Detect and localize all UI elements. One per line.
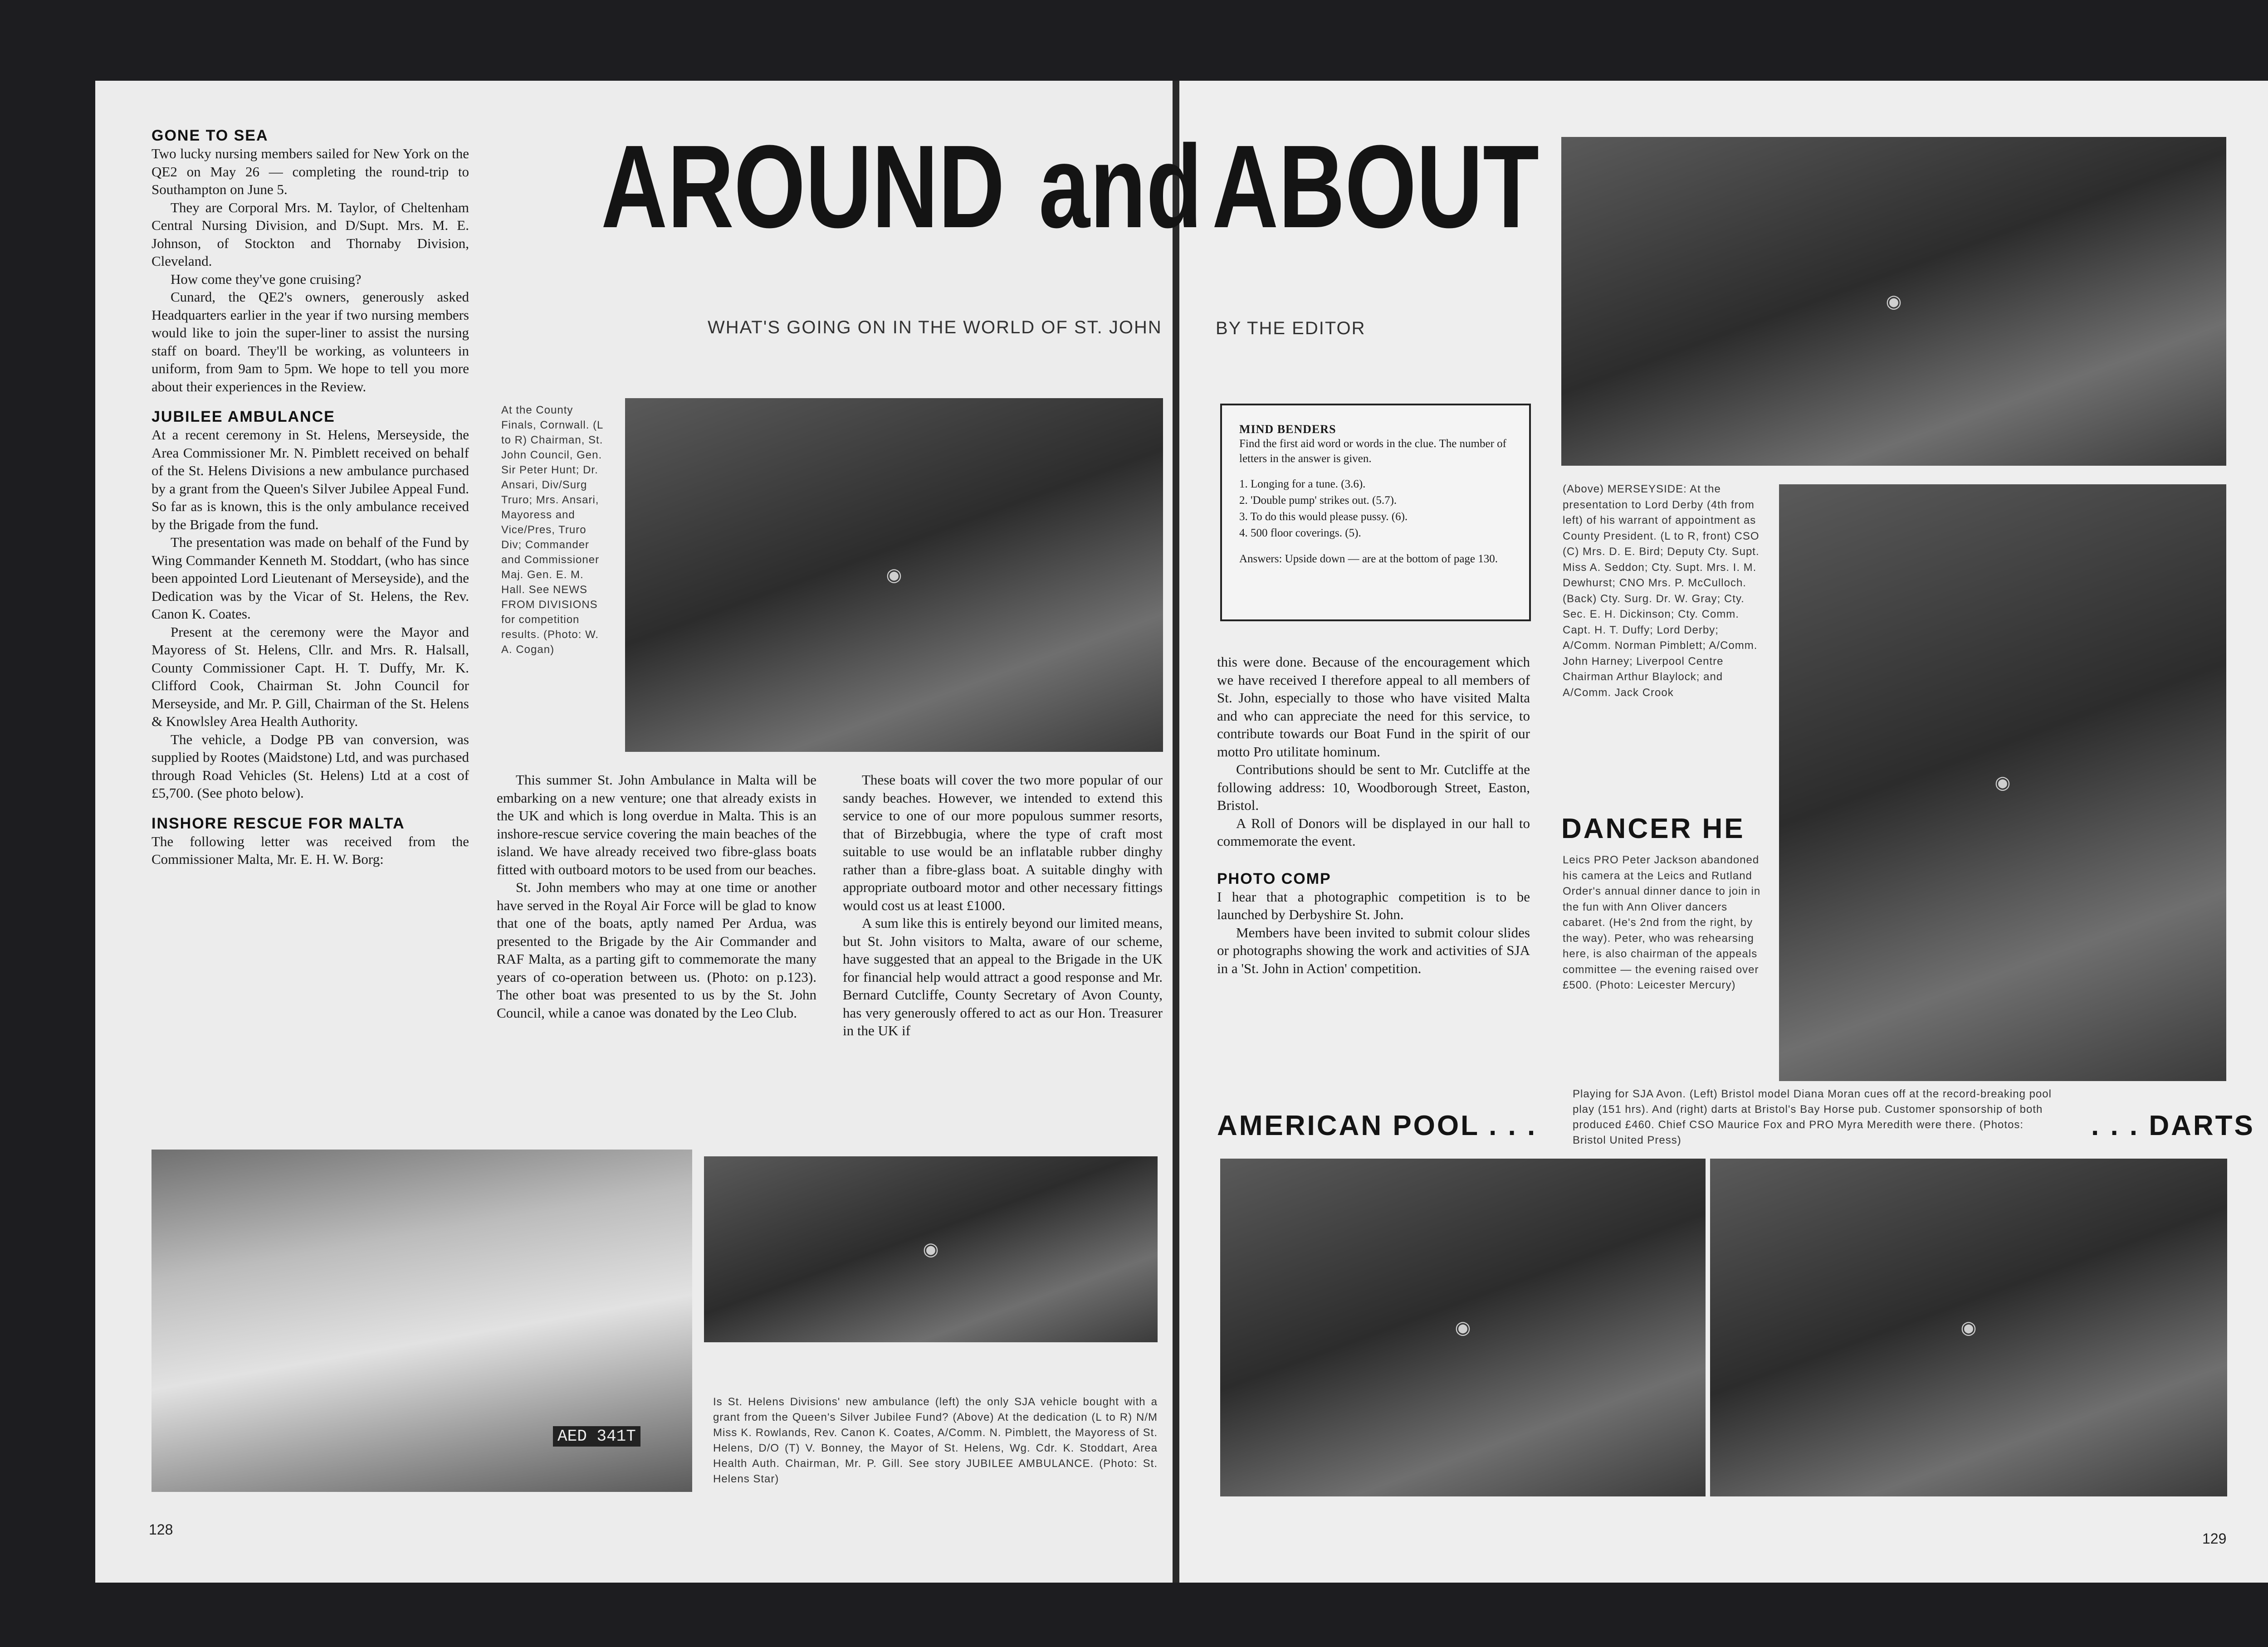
gone-to-sea-p4: Cunard, the QE2's owners, generously asked Headquarters earlier in the year if two nursing members would like to join the super-liner to assist the nursing staff on board. They'll be working, as volunteers in uniform, from 9am to 5pm. We hope to tell you more about their experiences in the Review. xyxy=(152,289,469,395)
page-number-right: 129 xyxy=(2202,1530,2227,1547)
merseyside-caption: (Above) MERSEYSIDE: At the presentation to Lord Derby (4th from left) of his warrant of appointment as County President. (L to R, front) CSO (C) Mrs. D. E. Bird; Deputy Cty. Supt. Miss A. Seddon; Cty. Supt. Mrs. I. M. Dewhurst; CNO Mrs. P. McCulloch. (Back) Cty. Surg. Dr. W. Gray; Cty. Sec. E. H. Dickinson; Cty. Comm. Capt. H. T. Duffy; Lord Derby; A/Comm. Norman Pimblett; A/Comm. John Harney; Liverpool Centre Chairman Arthur Blaylock; and A/Comm. Jack Crook xyxy=(1563,483,1760,699)
masthead-about: ABOUT xyxy=(1212,121,1540,253)
jubilee-body xyxy=(152,426,469,802)
jubilee-p1: At a recent ceremony in St. Helens, Merseyside, the Area Commissioner Mr. N. Pimblett received on behalf of the St. Helens Divisions a new ambulance purchased by a grant from the Queen's Silver Jubilee Appeal Fund. So far as is known, this is the only ambulance received by the Brigade from the fund. xyxy=(152,427,469,532)
gone-to-sea-heading: GONE TO SEA xyxy=(152,127,269,144)
gone-to-sea-p2: They are Corporal Mrs. M. Taylor, of Cheltenham Central Nursing Division, and D/Supt. Mrs. M. E. Johnson, of Stockton and Thornaby Division, Cleveland. xyxy=(152,199,469,269)
column-4 xyxy=(1217,653,1530,977)
masthead-subtitle-left: WHAT'S GOING ON IN THE WORLD OF ST. JOHN xyxy=(708,317,1162,337)
mind-benders-title: MIND BENDERS xyxy=(1239,423,1336,436)
photo-comp-p1: I hear that a photographic competition is to be launched by Derbyshire St. John. xyxy=(1217,888,1530,922)
darts-heading: . . . DARTS xyxy=(2091,1110,2255,1141)
gone-to-sea-p3: How come they've gone cruising? xyxy=(171,271,362,287)
masthead-around: AROUND xyxy=(601,121,1005,253)
camera-icon: ◉ xyxy=(886,565,902,585)
darts-photo xyxy=(1710,1159,2227,1496)
american-pool-heading: AMERICAN POOL . . . xyxy=(1217,1110,1537,1141)
column-2 xyxy=(497,771,816,1022)
pool-photo xyxy=(1220,1159,1706,1496)
inshore-col4-body xyxy=(1217,653,1530,850)
pool-caption: Playing for SJA Avon. (Left) Bristol model Diana Moran cues off at the record-breaking pool play (151 hrs). And (right) darts at Bristol's Bay Horse pub. Customer sponsorship of both produced £460. Chief CSO Maurice Fox and PRO Myra Meredith were there. (Photos: Bristol United Press) xyxy=(1573,1088,2052,1146)
ambulance-plate: AED 341T xyxy=(553,1426,640,1447)
dancer-caption: Leics PRO Peter Jackson abandoned his camera at the Leics and Rutland Order's annual dinner dance to join in the fun with Ann Oliver dancers cabaret. (He's 2nd from the right, by the way). Peter, who was rehearsing here, is also chairman of the appeals committee — the evening raised over £500. (Photo: Leicester Mercury) xyxy=(1563,854,1761,991)
column-1 xyxy=(152,127,469,868)
camera-icon-6: ◉ xyxy=(1960,1317,1977,1338)
mind-benders-intro: Find the first aid word or words in the clue. The number of letters in the answer is given. xyxy=(1239,438,1507,465)
inshore-p1: The following letter was received from the Commissioner Malta, Mr. E. H. W. Borg: xyxy=(152,833,469,867)
mind-benders-answers: Answers: Upside down — are at the bottom of page 130. xyxy=(1239,553,1498,565)
photo-comp-body xyxy=(1217,888,1530,978)
masthead-subtitle-right: BY THE EDITOR xyxy=(1216,318,1366,338)
page-number-left: 128 xyxy=(149,1521,173,1538)
camera-icon-5: ◉ xyxy=(1455,1317,1471,1338)
cornwall-caption: At the County Finals, Cornwall. (L to R) Chairman, St. John Council, Gen. Sir Peter Hunt; Dr. Ansari, Div/Surg Truro; Mrs. Ansari, Mayoress and Vice/Pres, Truro Div; Commander and Commissioner Maj. Gen. E. M. Hall. See NEWS FROM DIVISIONS for competition results. (Photo: W. A. Cogan) xyxy=(501,404,603,656)
mind-benders-clue-1: 1. Longing for a tune. (3.6). xyxy=(1239,478,1366,490)
inshore-col4-p2: Contributions should be sent to Mr. Cutcliffe at the following address: 10, Woodborough Street, Easton, Bristol. xyxy=(1217,761,1530,813)
jubilee-heading: JUBILEE AMBULANCE xyxy=(152,408,335,425)
dancer-photo xyxy=(1779,484,2226,1081)
dancer-heading: DANCER HE xyxy=(1561,813,1745,844)
column-3 xyxy=(843,771,1163,1040)
inshore-col2-p2: St. John members who may at one time or another have served in the Royal Air Force will be glad to know that one of the boats, aptly named Per Ardua, was presented to the Brigade by the Air Commander and RAF Malta, as a parting gift to commemorate the many years of co-operation between us. (Photo: on p.123). The other boat was presented to us by the St. John Council, while a canoe was donated by the Leo Club. xyxy=(497,879,816,1021)
gone-to-sea-p1: Two lucky nursing members sailed for New York on the QE2 on May 26 — completing the round-trip to Southampton on June 5. xyxy=(152,146,469,197)
masthead-and: and xyxy=(1039,121,1202,253)
inshore-col3-p1: These boats will cover the two more popular of our sandy beaches. However, we intended to extend this service to one of our more populous summer resorts, that of Birzebbugia, where the type of craft most suitable to use would be an inflatable rubber dinghy rather than a fibre-glass boat. A suitable dinghy with appropriate outboard motor and other necessary fittings would cost us at least £1000. xyxy=(843,772,1163,913)
merseyside-photo xyxy=(1561,137,2226,466)
inshore-col3-p2: A sum like this is entirely beyond our limited means, but St. John visitors to Malta, aware of our scheme, have suggested that an appeal to the Brigade in the UK for financial help would attract a good response and Mr. Bernard Cutcliffe, County Secretary of Avon County, has very generously offered to act as our Hon. Treasurer in the UK if xyxy=(843,915,1163,1038)
ambulance-caption: Is St. Helens Divisions' new ambulance (left) the only SJA vehicle bought with a grant from the Queen's Silver Jubilee Fund? (Above) At the dedication (L to R) N/M Miss K. Rowlands, Rev. Canon K. Coates, A/Comm. N. Pimblett, the Mayoress of St. Helens, D/O (T) V. Bonney, the Mayor of St. Helens, Wg. Cdr. K. Stoddart, Area Health Auth. Chairman, Mr. P. Gill. See story JUBILEE AMBULANCE. (Photo: St. Helens Star) xyxy=(713,1396,1158,1485)
ambulance-photo xyxy=(152,1150,692,1492)
camera-icon-2: ◉ xyxy=(923,1239,939,1259)
jubilee-p4: The vehicle, a Dodge PB van conversion, was supplied by Rootes (Maidstone) Ltd, and was purchased through Road Vehicles (St. Helens) Ltd at a cost of £5,700. (See photo below). xyxy=(152,731,469,801)
mind-benders-clue-4: 4. 500 floor coverings. (5). xyxy=(1239,527,1361,539)
photo-comp-p2: Members have been invited to submit colour slides or photographs showing the work and activities of SJA in a 'St. John in Action' competition. xyxy=(1217,924,1530,976)
jubilee-p3: Present at the ceremony were the Mayor and Mayoress of St. Helens, Cllr. and Mrs. R. Halsall, County Commissioner Capt. H. T. Duffy, Mr. K. Clifford Cook, Chairman St. John Council for Merseyside, and Mr. P. Gill, Chairman of the St. Helens & Knowlsley Area Health Authority. xyxy=(152,624,469,729)
inshore-heading: INSHORE RESCUE FOR MALTA xyxy=(152,814,405,832)
gone-to-sea-body xyxy=(152,145,469,395)
mind-benders-box xyxy=(1220,404,1531,621)
mind-benders-clue-3: 3. To do this would please pussy. (6). xyxy=(1239,511,1408,523)
inshore-col4-p3: A Roll of Donors will be displayed in our hall to commemorate the event. xyxy=(1217,815,1530,849)
dedication-photo xyxy=(704,1156,1158,1342)
camera-icon-4: ◉ xyxy=(1994,773,2011,793)
cornwall-photo xyxy=(625,398,1163,752)
jubilee-p2: The presentation was made on behalf of the Fund by Wing Commander Kenneth M. Stoddart, (who has since been appointed Lord Lieutenant of Merseyside), and the Dedication was by the Vicar of St. Helens, the Rev. Canon K. Coates. xyxy=(152,534,469,622)
photo-comp-heading: PHOTO COMP xyxy=(1217,870,1331,887)
gutter xyxy=(1173,81,1179,1583)
inshore-col2-p1: This summer St. John Ambulance in Malta will be embarking on a new venture; one that already exists in the UK and which is long overdue in Malta. This is an inshore-rescue service covering the main beaches of the island. We have already received two fibre-glass boats fitted with outboard motors to be used from our beaches. xyxy=(497,772,816,877)
inshore-col4-p1: this were done. Because of the encouragement which we have received I therefore appeal to all members of St. John, especially to those who have visited Malta and who can appreciate the need for this service, to contribute towards our Boat Fund in the spirit of our motto Pro utilitate hominum. xyxy=(1217,654,1530,760)
camera-icon-3: ◉ xyxy=(1886,291,1902,312)
inshore-body xyxy=(152,833,469,868)
mind-benders-clue-2: 2. 'Double pump' strikes out. (5.7). xyxy=(1239,494,1397,507)
